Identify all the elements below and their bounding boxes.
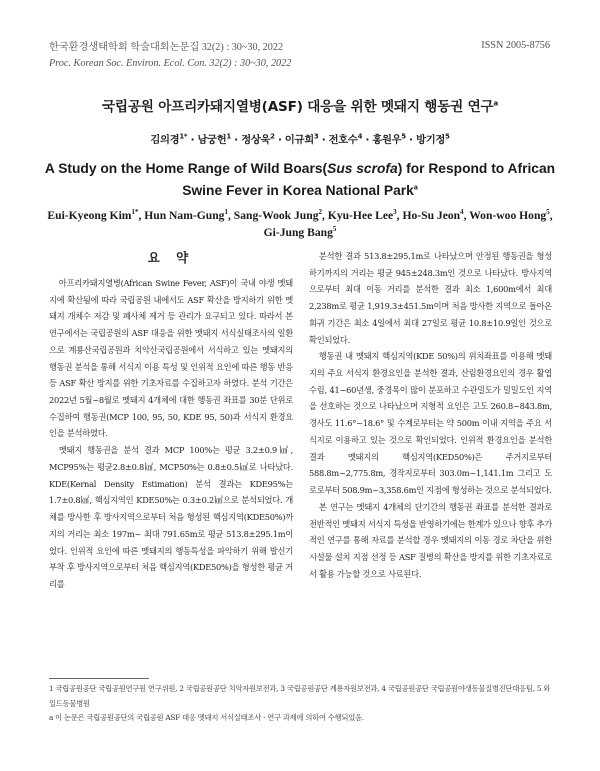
author-ko-affiliation-mark: 1 [226, 132, 231, 141]
author-ko-name: 정상욱 [241, 134, 271, 146]
author-en-name: Eui-Kyeong Kim [47, 209, 132, 222]
abstract-heading: 요 약 [147, 250, 195, 265]
author-ko-separator: · [187, 134, 198, 146]
title-english [40, 158, 560, 202]
footnote: a 이 논문은 국립공원공단의 국립공원 ASF 대응 멧돼지 서식실태조사 · 연구 과제에 의하여 수행되었음. [49, 713, 364, 723]
author-ko-name: 전호수 [328, 134, 358, 146]
author-en-separator: , [396, 209, 403, 222]
title-korean [0, 95, 600, 115]
abstract-paragraph: 아프리카돼지열병(African Swine Fever, ASF)이 국내 야생 멧돼지에 확산됨에 따라 국립공원 내에서도 ASF 확산을 방지하기 위한 멧돼지 개체수 저감 및 폐사체 제거 등 관리가 요구되고 있다. 따라서 본 연구에서는 국립공원의 ASF 대응을 위한 멧돼지 서식실태조사의 일환으로 계룡산국립공원과 치악산국립공원에서 서식하고 있는 멧돼지의 행동권 분석을 통해 서식지 이용 특성 및 인위적 요인에 따른 행동 반응 등 ASF 확산 방지를 위한 기초자료를 수집하고자 하였다. 분석 기간은 2022년 5월~8월로 멧돼지 4개체에 대한 행동권 좌표를 30분 단위로 수집하여 행동권(MCP 100, 95, 50, KDE 95, 50)과 서식지 환경요인을 분석하였다. [49, 278, 293, 439]
abstract-paragraph: 행동권 내 멧돼지 핵심지역(KDE 50%)의 위치좌표를 이용해 멧돼지의 주요 서식지 환경요인을 분석한 결과, 산림환경요인의 경우 활엽수림, 41~60년생, 중경목이 많이 분포하고 수관밀도가 밀밀도인 지역을 선호하는 것으로 나타났으며 지형적 요인은 고도 260.8~843.8m, 경사도 11.6°~18.6° 및 수계로부터는 약 500m 이내 지역을 주요 서식지로 이용하고 있는 것으로 확인되었다. 인위적 환경요인을 분석한 결과 멧돼지의 핵심지역(KED50%)은 주거지로부터 588.8m~2,775.8m, 경작지로부터 303.0m~1,141.1m 그리고 도로로부터 508.9m~3,358.6m인 지점에 형성하는 것으로 분석되었다. [309, 351, 552, 496]
journal-citation-en: Proc. Korean Soc. Environ. Ecol. Con. 32(2) : 30~30, 2022 [49, 58, 292, 69]
author-ko-affiliation-mark: 5 [445, 132, 450, 141]
author-ko-separator: · [362, 134, 373, 146]
authors-korean [0, 131, 600, 146]
author-en-name: Sang-Wook Jung [233, 209, 319, 222]
author-ko-separator: · [405, 134, 417, 146]
footnotes [49, 682, 552, 726]
abstract-paragraph: 분석한 결과 513.8±295.1m로 나타났으며 안정된 행동권을 형성하기까지의 거리는 평균 945±248.3m인 것으로 나타났다. 방사지역으로부터 최대 이동 거리를 분석한 결과 최소 1,600m에서 최대 2,238m로 평균 1,919.3±451.5m이며 처음 방사한 지역으로 돌아온 회귀 기간은 최소 4일에서 최대 27일로 평균 10.8±10.9일인 것으로 확인되었다. [309, 251, 552, 345]
author-en-affiliation-mark: 1* [131, 208, 139, 217]
author-ko-affiliation-mark: 3 [313, 132, 319, 141]
abstract-right-column [309, 248, 552, 582]
author-ko-separator: · [231, 134, 242, 146]
author-en-name: Gi-Jung Bang [263, 226, 333, 239]
author-ko-affiliation-mark: 5 [401, 132, 406, 141]
author-en-separator: , [322, 209, 328, 222]
author-ko-affiliation-mark: 1* [179, 132, 188, 141]
author-en-separator: , [463, 209, 470, 222]
title-korean-text: 국립공원 아프리카돼지열병(ASF) 대응을 위한 멧돼지 행동권 연구 [101, 99, 494, 115]
author-en-name: Hun Nam-Gung [144, 209, 225, 222]
author-ko-separator: · [318, 134, 329, 146]
author-ko-name: 방기정 [416, 134, 446, 146]
author-en-name: Won-woo Hong [469, 209, 547, 222]
author-ko-name: 이규희 [284, 134, 314, 146]
title-english-before: A Study on the Home Range of Wild Boars( [44, 161, 328, 176]
author-ko-separator: · [274, 134, 285, 146]
author-en-affiliation-mark: 3 [393, 208, 397, 217]
author-en-separator: , [549, 209, 553, 222]
author-en-affiliation-mark: 4 [460, 208, 464, 217]
authors-english [40, 207, 560, 241]
title-english-mark: a [413, 184, 418, 192]
footnote: 1 국립공원공단 국립공원연구원 연구위원, 2 국립공원공단 치악자원보전과, 3 국립공원공단 계룡자원보전과, 4 국립공원공단 국립공원야생동물질병진단대응팀, 5 와일드동물병원 [49, 684, 551, 708]
journal-citation [49, 40, 291, 72]
issn: ISSN 2005-8756 [481, 40, 550, 51]
author-ko-affiliation-mark: 4 [357, 132, 363, 141]
abstract-left-column [49, 275, 293, 593]
title-english-species: Sus scrofa [327, 161, 398, 176]
author-ko-affiliation-mark: 2 [270, 132, 275, 141]
author-ko-name: 홍원우 [372, 134, 402, 146]
title-korean-mark: a [493, 99, 499, 108]
author-en-affiliation-mark: 5 [546, 208, 550, 217]
title-english-after: ) for Respond to African Swine Fever in Korea National Park [182, 161, 556, 198]
author-en-affiliation-mark: 2 [318, 208, 322, 217]
author-en-affiliation-mark: 5 [332, 225, 337, 234]
abstract-paragraph: 본 연구는 멧돼지 4개체의 단기간의 행동권 좌표를 분석한 결과로 전반적인 멧돼지 서식지 특성을 반영하기에는 한계가 있으나 향후 추가적인 연구를 통해 자료를 분석할 경우 멧돼지의 이동 경로 차단을 위한 시설물 설치 지점 선정 등 ASF 질병의 확산을 방지를 위한 기초자료로서 활용 가능할 것으로 사료된다. [309, 501, 552, 579]
author-ko-name: 남궁헌 [197, 134, 227, 146]
author-en-separator: , [138, 209, 145, 222]
author-en-name: Ho-Su Jeon [402, 209, 461, 222]
author-ko-name: 김의경 [150, 134, 180, 146]
author-en-separator: , [227, 209, 234, 222]
author-en-affiliation-mark: 1 [224, 208, 228, 217]
journal-citation-ko: 한국환경생태학회 학술대회논문집 32(2) : 30~30, 2022 [49, 42, 284, 53]
author-en-name: Kyu-Hee Lee [327, 209, 394, 222]
footnote-divider [49, 678, 149, 679]
abstract-paragraph: 멧돼지 행동권을 분석 결과 MCP 100%는 평균 3.2±0.9㎢, MCP95%는 평균2.8±0.8㎢, MCP50%는 0.8±0.5㎢로 나타났다. KDE(Kernal Density Estimation) 분석 결과는 KDE95%는 1.7±0.8㎢, 핵심지역인 KDE50%는 0.3±0.2㎢으로 분석되었다. 개체를 방사한 후 방사지역으로부터 처음 형성된 핵심지역(KDE50%)까지의 거리는 최소 197m~ 최대 791.65m로 평균 513.8±295.1m이었다. 인위적 요인에 따른 멧돼지의 행동특성을 파악하기 위해 발신기 부착 후 방사지역으로부터 처음 핵심지역(KDE50%)을 형성한 평균 거리를 [49, 445, 293, 589]
